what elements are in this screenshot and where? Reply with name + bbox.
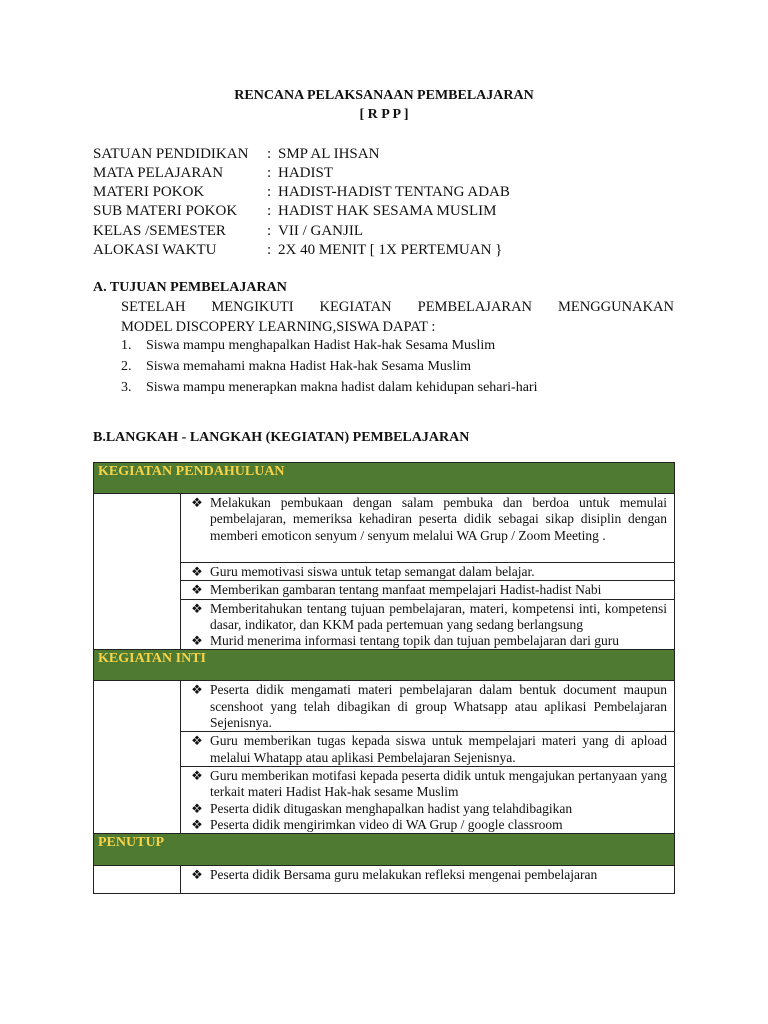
diamond-bullet-icon: ❖ (191, 582, 203, 598)
identity-value: VII / GANJIL (278, 223, 363, 239)
table-header-row (94, 834, 675, 866)
table-cell (181, 563, 675, 581)
section-a-heading: A. TUJUAN PEMBELAJARAN (93, 280, 287, 295)
identity-colon: : (267, 184, 272, 200)
list-item: ❖ Guru memotivasi siswa untuk tetap semangat dalam belajar. (186, 564, 667, 580)
diamond-bullet-icon: ❖ (191, 800, 203, 816)
table-header-row (94, 463, 675, 494)
table-row (94, 732, 675, 767)
identity-colon: : (267, 203, 272, 219)
list-item: ❖ Memberitahukan tentang tujuan pembelajaran, materi, kompetensi inti, kompetensi dasar, indikator, dan KKM pada pertemuan yang sedang berlangsung (186, 601, 667, 634)
diamond-bullet-icon: ❖ (191, 867, 203, 883)
table-cell (181, 732, 675, 767)
objective-text: Siswa mampu menerapkan makna hadist dalam kehidupan sehari-hari (146, 380, 538, 395)
identity-value: SMP AL IHSAN (278, 146, 380, 162)
identity-colon: : (267, 242, 272, 258)
table-cell (181, 494, 675, 563)
table-cell (181, 681, 675, 732)
diamond-bullet-icon: ❖ (191, 733, 203, 749)
diamond-bullet-icon: ❖ (191, 564, 203, 579)
table-row (94, 866, 675, 894)
section-b-heading: B.LANGKAH - LANGKAH (KEGIATAN) PEMBELAJARAN (93, 430, 470, 445)
document-subtitle: [ R P P ] (359, 107, 409, 122)
objective-number: 2. (121, 359, 132, 374)
objective-number: 1. (121, 338, 132, 353)
document-title: RENCANA PELAKSANAAN PEMBELAJARAN (234, 88, 534, 103)
list-item: ❖ Murid menerima informasi tentang topik dan tujuan pembelajaran dari guru (186, 633, 667, 649)
diamond-bullet-icon: ❖ (191, 682, 203, 698)
objective-text: Siswa memahami makna Hadist Hak-hak Sesama Muslim (146, 359, 472, 374)
identity-value: HADIST HAK SESAMA MUSLIM (278, 203, 497, 219)
table-cell (181, 599, 675, 650)
table-cell (181, 866, 675, 894)
list-item: ❖ Peserta didik mengirimkan video di WA Grup / google classroom (186, 817, 667, 833)
identity-value: HADIST-HADIST TENTANG ADAB (278, 184, 510, 200)
list-item: ❖ Memberikan gambaran tentang manfaat mempelajari Hadist-hadist Nabi (186, 582, 667, 598)
diamond-bullet-icon: ❖ (191, 633, 203, 649)
identity-colon: : (267, 223, 272, 239)
table-header-row (94, 650, 675, 681)
table-row (94, 599, 675, 650)
list-item: ❖ Peserta didik mengamati materi pembelajaran dalam bentuk document maupun scenshoot yang telah dibagikan di group Whatsapp atau aplikasi Pembelajaran Sejenisnya. (186, 682, 667, 731)
pendahuluan-header: KEGIATAN PENDAHULUAN (94, 463, 675, 494)
objective-text: Siswa mampu menghapalkan Hadist Hak-hak Sesama Muslim (146, 338, 496, 353)
table-empty-cell (94, 866, 181, 894)
identity-colon: : (267, 165, 272, 181)
diamond-bullet-icon: ❖ (191, 767, 203, 783)
identity-value: 2X 40 MENIT [ 1X PERTEMUAN } (278, 242, 503, 258)
table-empty-cell (94, 494, 181, 650)
objectives-intro-line1: SETELAH MENGIKUTI KEGIATAN PEMBELAJARAN MENGGUNAKAN (121, 299, 674, 315)
identity-label: MATA PELAJARAN (93, 165, 224, 181)
table-row (94, 581, 675, 599)
objective-number: 3. (121, 380, 132, 395)
identity-label: SUB MATERI POKOK (93, 203, 238, 219)
list-item: ❖ Melakukan pembukaan dengan salam pembuka dan berdoa untuk memulai pembelajaran, memeriksa kehadiran peserta didik sebagai sikap disiplin dengan memberi emoticon senyum / senyum melalui WA Grup / Zoom Meeting . (186, 495, 667, 544)
table-row (94, 681, 675, 732)
diamond-bullet-icon: ❖ (191, 600, 203, 616)
table-row (94, 563, 675, 581)
list-item: ❖ Peserta didik ditugaskan menghapalkan hadist yang telahdibagikan (186, 801, 667, 817)
identity-label: KELAS /SEMESTER (93, 223, 226, 239)
penutup-header: PENUTUP (94, 834, 675, 866)
table-empty-cell (94, 681, 181, 834)
identity-colon: : (267, 146, 272, 162)
table-row (94, 766, 675, 833)
diamond-bullet-icon: ❖ (191, 816, 203, 832)
list-item: ❖ Guru memberikan motifasi kepada peserta didik untuk mengajukan pertanyaan yang terkait materi Hadist Hak-hak sesame Muslim (186, 768, 667, 801)
identity-label: MATERI POKOK (93, 184, 205, 200)
activities-table (93, 462, 675, 894)
diamond-bullet-icon: ❖ (191, 495, 203, 510)
list-item: ❖ Guru memberikan tugas kepada siswa untuk mempelajari materi yang di apload melalui Whatapp atau aplikasi Pembelajaran Sejenisnya. (186, 733, 667, 766)
identity-label: SATUAN PENDIDIKAN (93, 146, 249, 162)
table-cell (181, 766, 675, 833)
inti-header: KEGIATAN INTI (94, 650, 675, 681)
identity-label: ALOKASI WAKTU (93, 242, 217, 258)
objectives-intro-line2: MODEL DISCOPERY LEARNING,SISWA DAPAT : (121, 319, 436, 335)
table-row (94, 494, 675, 563)
identity-value: HADIST (278, 165, 333, 181)
table-cell (181, 581, 675, 599)
list-item: ❖ Peserta didik Bersama guru melakukan refleksi mengenai pembelajaran (186, 867, 667, 883)
